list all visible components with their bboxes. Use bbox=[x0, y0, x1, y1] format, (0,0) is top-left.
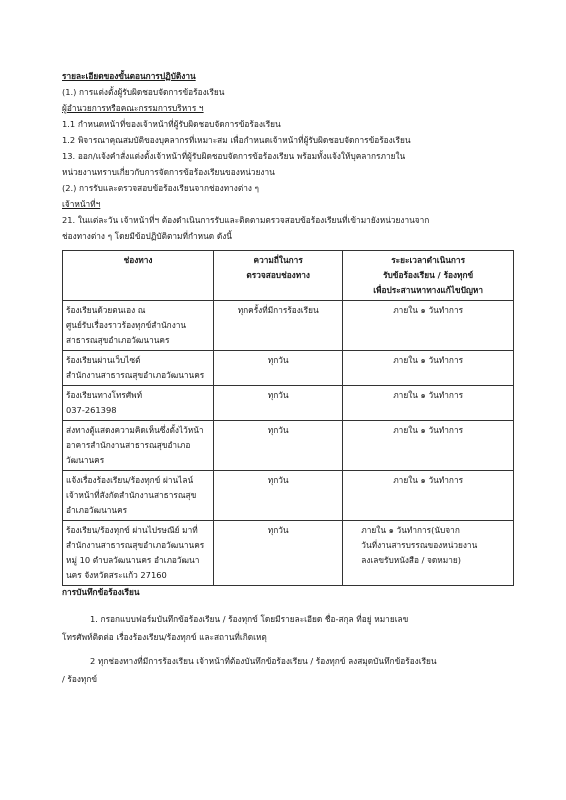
step-1-title: (1.) การแต่งตั้งผู้รับผิดชอบจัดการข้อร้องเรียน bbox=[62, 87, 225, 97]
frequency-cell: ทุกครั้งที่มีการร้องเรียน bbox=[214, 301, 343, 351]
frequency-cell: ทุกวัน bbox=[214, 351, 343, 386]
step-2-title: (2.) การรับและตรวจสอบข้อร้องเรียนจากช่องทางต่าง ๆ bbox=[62, 183, 260, 193]
channel-cell: ร้องเรียน/ร้องทุกข์ ผ่านไปรษณีย์ มาที่ สำนักงานสาธารณสุขอำเภอวัฒนานคร หมู่ 10 ตำบลวัฒนานคร อำเภอวัฒนา นคร จังหวัดสระแก้ว 27160 bbox=[63, 521, 214, 586]
frequency-cell: ทุกวัน bbox=[214, 471, 343, 521]
table-row bbox=[63, 351, 514, 386]
item-1-3-cont: หน่วยงานทราบเกี่ยวกับการจัดการข้อร้องเรียนของหน่วยงาน bbox=[62, 167, 275, 177]
duration-cell: ภายใน ๑ วันทำการ(นับจาก วันที่งานสารบรรณของหน่วยงาน ลงเลขรับหนังสือ / จดหมาย) bbox=[343, 521, 514, 586]
table-row bbox=[63, 301, 514, 351]
header-channel: ช่องทาง bbox=[63, 251, 214, 301]
channel-cell: ร้องเรียนผ่านเว็บไซต์ สำนักงานสาธารณสุขอำเภอวัฒนานคร bbox=[63, 351, 214, 386]
table-header-row bbox=[63, 251, 514, 301]
frequency-cell: ทุกวัน bbox=[214, 386, 343, 421]
table-row bbox=[63, 471, 514, 521]
duration-cell: ภายใน ๑ วันทำการ bbox=[343, 386, 514, 421]
duration-cell: ภายใน ๑ วันทำการ bbox=[343, 301, 514, 351]
recording-paragraph-1: 1. กรอกแบบฟอร์มบันทึกข้อร้องเรียน / ร้องทุกข์ โดยมีรายละเอียด ชื่อ-สกุล ที่อยู่ หมายเลข โทรศัพท์ติดต่อ เรื่องร้องเรียน/ร้องทุกข์ และสถานที่เกิดเหตุ bbox=[62, 614, 409, 642]
table-row bbox=[63, 421, 514, 471]
item-1-2: 1.2 พิจารณาคุณสมบัติของบุคลากรที่เหมาะสม เพื่อกำหนดเจ้าหน้าที่ผู้รับผิดชอบจัดการข้อร้องเรียน bbox=[62, 135, 411, 145]
item-1-1: 1.1 กำหนดหน้าที่ของเจ้าหน้าที่ผู้รับผิดชอบจัดการข้อร้องเรียน bbox=[62, 119, 281, 129]
channels-table bbox=[62, 250, 514, 586]
document-page bbox=[62, 72, 514, 688]
responsible-party-director: ผู้อำนวยการหรือคณะกรรมการบริหาร ฯ bbox=[62, 103, 204, 113]
duration-cell: ภายใน ๑ วันทำการ bbox=[343, 421, 514, 471]
header-frequency: ความถี่ในการ ตรวจสอบช่องทาง bbox=[214, 251, 343, 301]
recording-heading: การบันทึกข้อร้องเรียน bbox=[62, 587, 140, 597]
item-1-3: 13. ออก/แจ้งคำสั่งแต่งตั้งเจ้าหน้าที่ผู้รับผิดชอบจัดการข้อร้องเรียน พร้อมทั้งแจ้งให้บุคลากรภายใน bbox=[62, 151, 406, 161]
table-row bbox=[63, 521, 514, 586]
duration-cell: ภายใน ๑ วันทำการ bbox=[343, 351, 514, 386]
frequency-cell: ทุกวัน bbox=[214, 521, 343, 586]
duration-cell: ภายใน ๑ วันทำการ bbox=[343, 471, 514, 521]
item-2-1-cont: ช่องทางต่าง ๆ โดยมีข้อปฏิบัติตามที่กำหนด ดังนี้ bbox=[62, 231, 232, 241]
responsible-party-officer: เจ้าหน้าที่ฯ bbox=[62, 199, 101, 209]
channel-cell: ร้องเรียนด้วยตนเอง ณ ศูนย์รับเรื่องราวร้องทุกข์สำนักงาน สาธารณสุขอำเภอวัฒนานคร bbox=[63, 301, 214, 351]
channel-cell: ส่งทางตู้แสดงความคิดเห็นซึ่งตั้งไว้หน้า อาคารสำนักงานสาธารณสุขอำเภอ วัฒนานคร bbox=[63, 421, 214, 471]
section-heading: รายละเอียดของขั้นตอนการปฏิบัติงาน bbox=[62, 71, 196, 81]
frequency-cell: ทุกวัน bbox=[214, 421, 343, 471]
recording-paragraph-2: 2 ทุกช่องทางที่มีการร้องเรียน เจ้าหน้าที่ต้องบันทึกข้อร้องเรียน / ร้องทุกข์ ลงสมุดบันทึกข้อร้องเรียน / ร้องทุกข์ bbox=[62, 656, 437, 684]
item-2-1: 21. ในแต่ละวัน เจ้าหน้าที่ฯ ต้องดำเนินการรับและติดตามตรวจสอบข้อร้องเรียนที่เข้ามายังหน่วยงานจาก bbox=[62, 215, 430, 225]
header-duration: ระยะเวลาดำเนินการ รับข้อร้องเรียน / ร้องทุกข์ เพื่อประสานหาทางแก้ไขปัญหา bbox=[343, 251, 514, 301]
table-row bbox=[63, 386, 514, 421]
channel-cell: แจ้งเรื่องร้องเรียน/ร้องทุกข์ ผ่านไลน์ เจ้าหน้าที่สังกัดสำนักงานสาธารณสุข อำเภอวัฒนานคร bbox=[63, 471, 214, 521]
channel-cell: ร้องเรียนทางโทรศัพท์ 037-261398 bbox=[63, 386, 214, 421]
